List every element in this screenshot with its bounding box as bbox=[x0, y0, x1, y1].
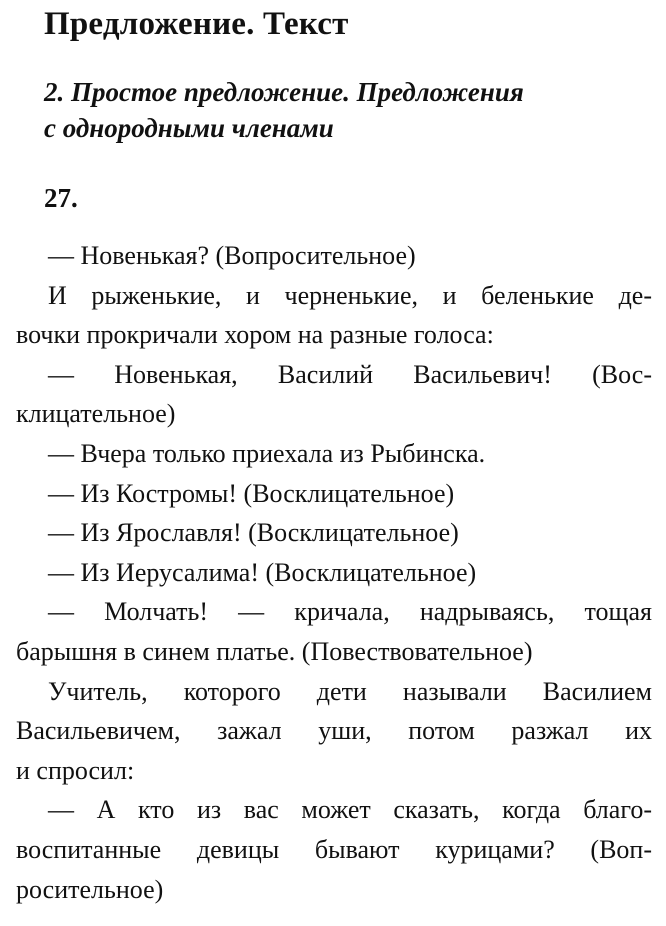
text-line-8: — Из Ярославля! (Восклицательное) bbox=[48, 518, 459, 548]
exercise-text bbox=[16, 236, 652, 909]
subtitle-line-1: 2. Простое предложение. Предложения bbox=[44, 77, 524, 107]
exercise-number: 27. bbox=[44, 183, 78, 213]
text-line-3: вочки прокричали хором на разные голоса: bbox=[16, 320, 494, 350]
text-line-7: — Из Костромы! (Восклицательное) bbox=[48, 478, 455, 508]
text-line-4: — Новенькая, Василий Васильевич! (Вос- bbox=[48, 359, 652, 389]
text-line-5: клицательное) bbox=[16, 399, 176, 429]
text-line-2: И рыженькие, и черненькие, и беленькие де- bbox=[48, 280, 652, 310]
lesson-subtitle bbox=[44, 74, 524, 146]
text-line-14: и спросил: bbox=[16, 755, 135, 785]
subtitle-line-2: с однородными членами bbox=[44, 113, 334, 143]
text-line-10: — Молчать! — кричала, надрываясь, тощая bbox=[48, 597, 652, 627]
text-line-15: — А кто из вас может сказать, когда благо- bbox=[48, 795, 652, 825]
text-line-6: — Вчера только приехала из Рыбинска. bbox=[48, 438, 486, 468]
text-line-11: барышня в синем платье. (Повествовательное) bbox=[16, 636, 533, 666]
text-line-13: Васильевичем, зажал уши, потом разжал их bbox=[16, 716, 652, 746]
section-title: Предложение. Текст bbox=[44, 6, 349, 42]
text-line-9: — Из Иерусалима! (Восклицательное) bbox=[48, 557, 477, 587]
text-line-16: воспитанные девицы бывают курицами? (Воп- bbox=[16, 834, 652, 864]
text-line-17: росительное) bbox=[16, 874, 164, 904]
text-line-12: Учитель, которого дети называли Василием bbox=[48, 676, 652, 706]
text-line-1: — Новенькая? (Вопросительное) bbox=[48, 241, 416, 270]
